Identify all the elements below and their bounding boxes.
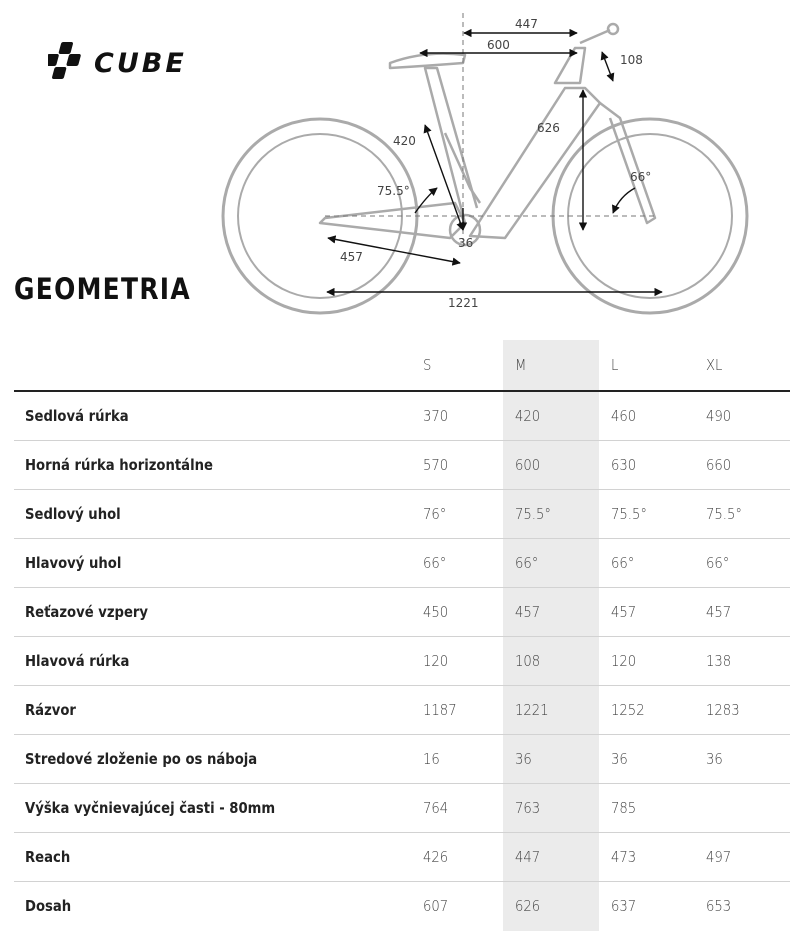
value-l: 457 xyxy=(611,603,637,621)
value-l: 460 xyxy=(611,407,637,425)
value-xl: 75.5° xyxy=(706,505,742,523)
value-s: 570 xyxy=(423,456,449,474)
value-m: 447 xyxy=(515,848,541,866)
size-header-m: M xyxy=(515,356,527,374)
table-row xyxy=(14,588,790,637)
value-s: 370 xyxy=(423,407,449,425)
row-label: Hlavový uhol xyxy=(25,554,122,572)
value-xl: 497 xyxy=(706,848,732,866)
value-s: 450 xyxy=(423,603,449,621)
table-header xyxy=(14,340,790,392)
table-row xyxy=(14,392,790,441)
row-label: Stredové zloženie po os náboja xyxy=(25,750,258,768)
table-row xyxy=(14,833,790,882)
value-l: 1252 xyxy=(611,701,645,719)
value-xl: 36 xyxy=(706,750,723,768)
value-l: 75.5° xyxy=(611,505,647,523)
row-label: Reach xyxy=(25,848,71,866)
row-label: Sedlová rúrka xyxy=(25,407,129,425)
value-s: 76° xyxy=(423,505,447,523)
value-xl: 1283 xyxy=(706,701,740,719)
value-m: 457 xyxy=(515,603,541,621)
value-xl: 653 xyxy=(706,897,732,915)
value-s: 1187 xyxy=(423,701,457,719)
row-label: Výška vyčnievajúcej časti - 80mm xyxy=(25,799,276,817)
head-angle-label: 66° xyxy=(630,170,652,184)
table-row xyxy=(14,490,790,539)
value-m: 763 xyxy=(515,799,541,817)
bb-drop-label: 36 xyxy=(458,236,474,250)
seat-tube-label: 420 xyxy=(393,134,416,148)
value-xl: 490 xyxy=(706,407,732,425)
size-header-l: L xyxy=(611,356,619,374)
table-row xyxy=(14,882,790,930)
size-header-xl: XL xyxy=(706,356,723,374)
stack-label: 626 xyxy=(537,121,560,135)
table-row xyxy=(14,441,790,490)
chainstay-label: 457 xyxy=(340,250,363,264)
row-label: Horná rúrka horizontálne xyxy=(25,456,213,474)
row-label: Sedlový uhol xyxy=(25,505,121,523)
page-title: GEOMETRIA xyxy=(14,272,191,306)
table-row xyxy=(14,784,790,833)
seat-angle-label: 75.5° xyxy=(377,184,410,198)
value-m: 75.5° xyxy=(515,505,551,523)
value-l: 785 xyxy=(611,799,637,817)
value-s: 607 xyxy=(423,897,449,915)
table-row xyxy=(14,637,790,686)
top-tube-label: 600 xyxy=(487,38,510,52)
value-s: 16 xyxy=(423,750,440,768)
value-l: 36 xyxy=(611,750,628,768)
size-header-s: S xyxy=(423,356,432,374)
value-s: 66° xyxy=(423,554,447,572)
rear-wheel xyxy=(223,119,417,313)
value-m: 420 xyxy=(515,407,541,425)
value-l: 630 xyxy=(611,456,637,474)
value-m: 626 xyxy=(515,897,541,915)
value-xl: 457 xyxy=(706,603,732,621)
value-s: 120 xyxy=(423,652,449,670)
value-l: 637 xyxy=(611,897,637,915)
value-m: 1221 xyxy=(515,701,549,719)
value-m: 66° xyxy=(515,554,539,572)
value-xl: 660 xyxy=(706,456,732,474)
wheelbase-label: 1221 xyxy=(448,296,479,310)
row-label: Hlavová rúrka xyxy=(25,652,130,670)
value-s: 426 xyxy=(423,848,449,866)
table-row xyxy=(14,686,790,735)
row-label: Reťazové vzpery xyxy=(25,603,149,621)
table-row xyxy=(14,735,790,784)
value-m: 108 xyxy=(515,652,541,670)
reach-label: 447 xyxy=(515,17,538,31)
value-xl: 138 xyxy=(706,652,732,670)
dimension-arrows xyxy=(327,33,662,292)
table-row xyxy=(14,539,790,588)
value-l: 66° xyxy=(611,554,635,572)
head-tube-label: 108 xyxy=(620,53,643,67)
value-l: 473 xyxy=(611,848,637,866)
value-l: 120 xyxy=(611,652,637,670)
value-m: 600 xyxy=(515,456,541,474)
brand-wordmark: CUBE xyxy=(94,48,187,79)
cube-logo xyxy=(48,40,223,84)
row-label: Rázvor xyxy=(25,701,76,719)
value-xl: 66° xyxy=(706,554,730,572)
bike-geometry-diagram xyxy=(215,8,775,328)
value-m: 36 xyxy=(515,750,532,768)
row-label: Dosah xyxy=(25,897,72,915)
geometry-table xyxy=(14,340,790,930)
value-s: 764 xyxy=(423,799,449,817)
